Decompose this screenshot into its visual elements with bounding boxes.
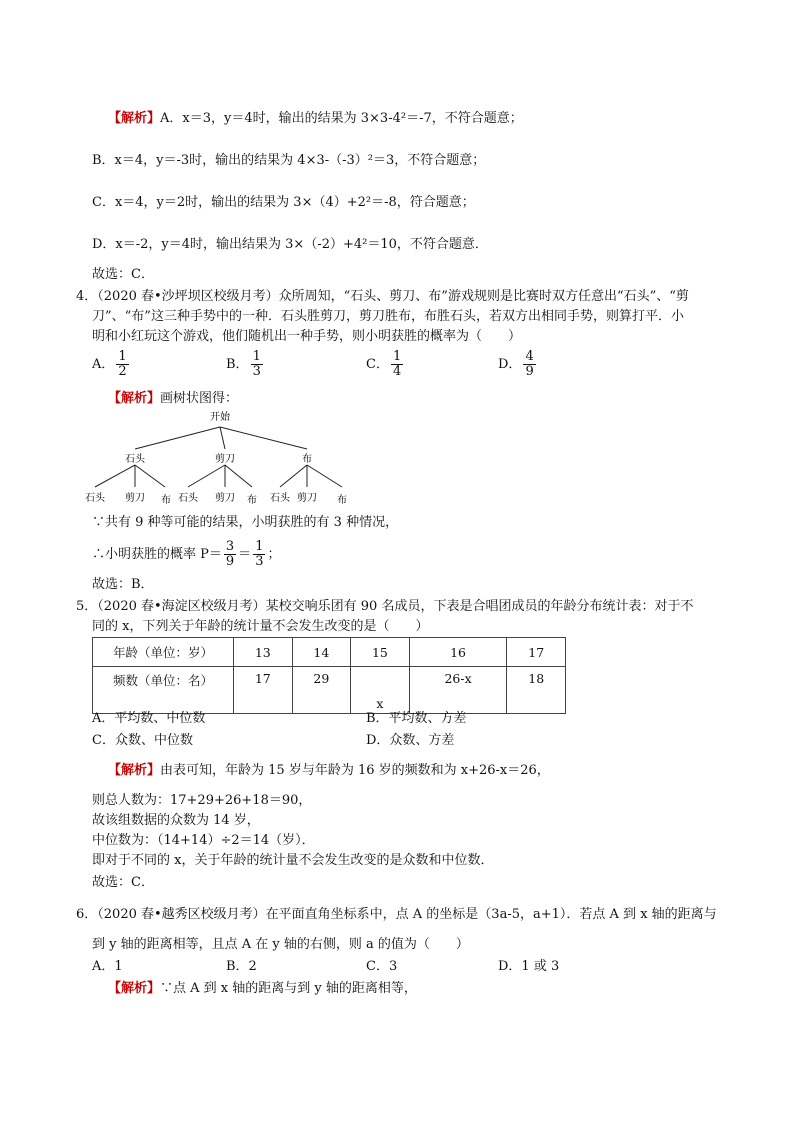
tree-leaf: 剪刀: [297, 493, 317, 504]
q5-solution-line3: 故该组数据的众数为 14 岁，: [92, 813, 260, 828]
tree-leaf: 布: [161, 495, 171, 506]
tree-root: 开始: [210, 412, 230, 423]
q5-stem-line1: 5．（2020 春•海淀区校级月考）某校交响乐团有 90 名成员，下表是合唱团成员的年龄分布统计表：对于不: [76, 599, 694, 614]
q5-stem-line2: 同的 x，下列关于年龄的统计量不会发生改变的是（ ）: [92, 619, 429, 634]
q4-option-b[interactable]: B． $\frac{1}{3}$: [226, 349, 261, 379]
q6-option-a[interactable]: A．1: [92, 959, 123, 974]
tree-leaf: 布: [247, 495, 257, 506]
q3-answer: 故选：C．: [92, 267, 154, 282]
q3-solution-a: 【解析】A．x＝3，y＝4时，输出的结果为 3×3-4²＝-7，不符合题意；: [108, 111, 523, 126]
q4-option-c[interactable]: C． $\frac{1}{4}$: [366, 349, 402, 379]
tree-leaf: 剪刀: [125, 493, 145, 504]
q5-answer: 故选：C．: [92, 875, 154, 890]
solution-tag: 【解析】: [108, 981, 161, 996]
tree-leaf: 石头: [178, 493, 198, 504]
q4-solution-line2: ∴小明获胜的概率 P＝ $\frac{3}{9}$ ＝ $\frac{1}{3}$ ；: [92, 539, 281, 569]
solution-tag: 【解析】: [108, 763, 161, 778]
q6-option-b[interactable]: B．2: [226, 959, 257, 974]
q4-option-a[interactable]: A． $\frac{1}{2}$: [92, 349, 127, 379]
table-row: 频数（单位：名） 17 29 x 26-x 18: [93, 667, 566, 714]
solution-tag: 【解析】: [108, 111, 161, 126]
tree-leaf: 剪刀: [215, 493, 235, 504]
fraction: $\frac{1}{2}$: [118, 349, 127, 379]
q4-stem-line2: 刀”、“布”这三种手势中的一种．石头胜剪刀，剪刀胜布，布胜石头，若双方出相同手势，则算打平．小: [92, 309, 684, 324]
age-frequency-table: [92, 637, 566, 714]
tree-node-l1: 布: [302, 454, 312, 465]
q6-solution-line1: 【解析】∵点 A 到 x 轴的距离与到 y 轴的距离相等，: [108, 981, 417, 996]
q5-option-d[interactable]: D．众数、方差: [366, 733, 455, 748]
fraction: $\frac{4}{9}$: [525, 349, 534, 379]
q5-option-b[interactable]: B．平均数、方差: [366, 711, 467, 726]
q4-stem-line1: 4．（2020 春•沙坪坝区校级月考）众所周知，“石头、剪刀、布”游戏规则是比赛时双方任意出“石头”、“剪: [76, 289, 689, 304]
fraction: $\frac{1}{3}$: [255, 539, 264, 569]
q4-solution-intro: 【解析】画树状图得：: [108, 391, 239, 406]
tree-node-l1: 剪刀: [215, 454, 235, 465]
q5-solution-line1: 【解析】由表可知，年龄为 15 岁与年龄为 16 岁的频数和为 x+26-x＝26，: [108, 763, 550, 778]
q4-answer: 故选：B．: [92, 577, 154, 592]
q6-stem-line2: 到 y 轴的距离相等，且点 A 在 y 轴的右侧，则 a 的值为（ ）: [92, 937, 469, 952]
fraction: $\frac{3}{9}$: [225, 539, 235, 569]
q4-option-d[interactable]: D． $\frac{4}{9}$: [498, 349, 534, 379]
q6-stem-line1: 6．（2020 春•越秀区校级月考）在平面直角坐标系中，点 A 的坐标是（3a-5，a+1）．若点 A 到 x 轴的距离与: [76, 907, 717, 922]
q6-option-d[interactable]: D．1 或 3: [498, 959, 560, 974]
q5-solution-line4: 中位数为：（14+14）÷2＝14（岁）．: [92, 833, 315, 848]
tree-leaf: 石头: [85, 493, 105, 504]
fraction: $\frac{1}{3}$: [252, 349, 261, 379]
fraction: $\frac{1}{4}$: [392, 349, 402, 379]
q3-solution-b: B．x＝4，y＝-3时，输出的结果为 4×3-（-3）²＝3，不符合题意；: [92, 153, 486, 168]
solution-tag: 【解析】: [108, 391, 161, 406]
q6-option-c[interactable]: C．3: [366, 959, 398, 974]
table-row: 年龄（单位：岁） 13 14 15 16 17: [93, 638, 566, 667]
q5-solution-line2: 则总人数为：17+29+26+18＝90，: [92, 793, 312, 808]
q4-solution-line1: ∵共有 9 种等可能的结果，小明获胜的有 3 种情况，: [92, 515, 399, 530]
q4-stem-line3: 明和小红玩这个游戏，他们随机出一种手势，则小明获胜的概率为（ ）: [92, 329, 522, 344]
q3-solution-d: D．x＝-2，y＝4时，输出结果为 3×（-2）+4²＝10，不符合题意．: [92, 237, 488, 252]
tree-node-l1: 石头: [125, 454, 145, 465]
tree-diagram: [80, 405, 380, 510]
q5-solution-line5: 即对于不同的 x，关于年龄的统计量不会发生改变的是众数和中位数．: [92, 853, 494, 868]
tree-leaf: 布: [337, 495, 347, 506]
q3-solution-c: C．x＝4，y＝2时，输出的结果为 3×（4）+2²＝-8，符合题意；: [92, 195, 475, 210]
tree-leaf: 石头: [270, 493, 290, 504]
q5-option-c[interactable]: C．众数、中位数: [92, 733, 193, 748]
q5-option-a[interactable]: A．平均数、中位数: [92, 711, 206, 726]
